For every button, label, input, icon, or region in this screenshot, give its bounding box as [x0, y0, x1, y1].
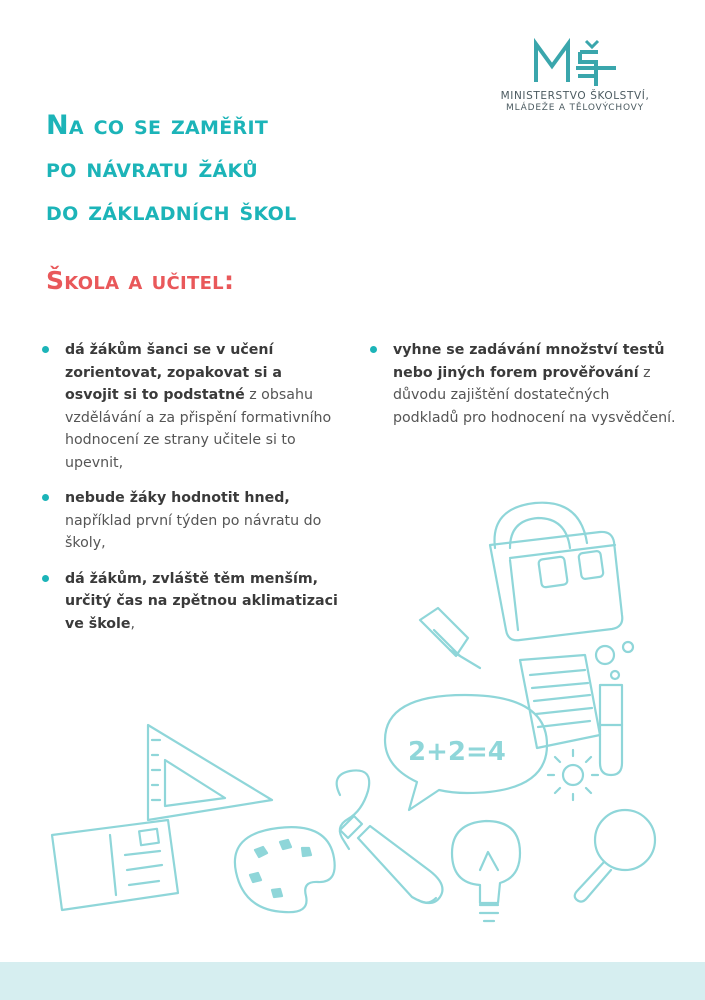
item-normal-text: z důvodu zajištění dostatečných podkladů pro hodnocení na vysvědčení. [393, 364, 676, 426]
test-tube-icon [596, 642, 633, 775]
item-normal-text: z obsahu vzdělávání a za přispění formativního hodnocení ze strany učitele si to upevnit, [65, 387, 332, 471]
item-normal-text: například první týden po návratu do školy, [65, 512, 322, 551]
logo-line-2: MLÁDEŽE A TĚLOVÝCHOVY [506, 103, 644, 113]
msmt-logo [486, 38, 664, 113]
item-bold-text: dá žákům, zvláště těm menším, určitý čas na zpětnou aklimatizaci ve škole [65, 570, 338, 632]
school-doodles-illustration [40, 490, 705, 960]
school-bag-icon [490, 503, 622, 641]
equation-text: 2+2=4 [408, 737, 506, 767]
light-bulb-icon [452, 821, 520, 921]
right-column [366, 339, 676, 442]
list-item [38, 339, 338, 474]
footer-band [0, 962, 705, 1000]
item-bold-text: vyhne se zadávání množství testů nebo jiných forem prověřování [393, 342, 665, 381]
bullet-icon [42, 346, 49, 353]
item-normal-text: , [130, 615, 136, 632]
paper-sheet-icon [520, 655, 600, 748]
item-bold-text: dá žákům šanci se v učení zorientovat, zopakovat si a osvojit si to podstatné [65, 342, 282, 403]
set-square-icon [148, 725, 272, 820]
magnifier-icon [575, 810, 655, 902]
paint-tube-icon [340, 816, 442, 903]
sun-icon [548, 750, 598, 800]
section-subtitle: Škola a učitel: [46, 266, 235, 295]
msmt-logo-mark [530, 38, 620, 88]
list-item [366, 339, 676, 429]
squiggle-icon [337, 770, 370, 849]
palette-icon [235, 827, 335, 912]
push-pin-icon [420, 608, 480, 668]
logo-line-1: MINISTERSTVO ŠKOLSTVÍ, [500, 90, 650, 102]
page-title [46, 104, 466, 233]
title-line-1: Na co se zaměřit [46, 110, 269, 141]
postcard-icon [52, 820, 178, 910]
title-line-3: do základních škol [46, 196, 297, 227]
item-bold-text: nebude žáky hodnotit hned, [65, 490, 290, 506]
bullet-icon [370, 346, 377, 353]
title-line-2: po návratu žáků [46, 153, 258, 184]
